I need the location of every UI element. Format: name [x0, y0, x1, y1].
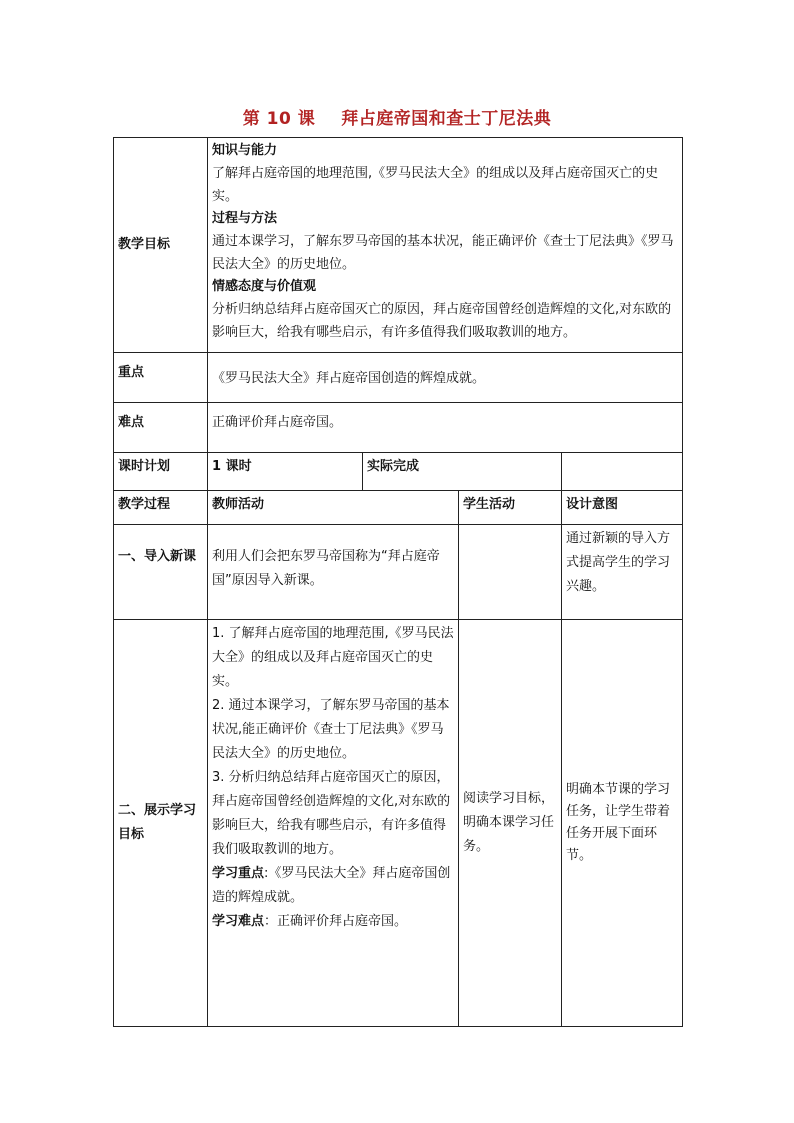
display-diff-text: ：正确评价拜占庭帝国。: [264, 914, 408, 929]
schedule-value: 1 课时: [208, 453, 363, 491]
page-title: [0, 104, 794, 129]
schedule-label: 课时计划: [114, 453, 208, 491]
emotion-title: 情感态度与价值观: [212, 279, 317, 294]
display-key: [212, 862, 454, 910]
lesson-plan-table: [113, 137, 683, 1027]
header-intent: 设计意图: [562, 491, 683, 525]
display-teacher: [208, 620, 459, 1027]
process-header-row: [114, 491, 683, 525]
display-student: 阅读学习目标，明确本课学习任务。: [459, 620, 562, 1027]
difficulty-text: 正确评价拜占庭帝国。: [208, 403, 683, 453]
key-point-row: [114, 353, 683, 403]
header-process: 教学过程: [114, 491, 208, 525]
process-text: 通过本课学习，了解东罗马帝国的基本状况，能正确评价《查士丁尼法典》《罗马民法大全》的历史地位。: [212, 234, 674, 272]
display-goal-2: 2. 通过本课学习，了解东罗马帝国的基本状况,能正确评价《查士丁尼法典》《罗马民法大全》的历史地位。: [212, 698, 450, 761]
knowledge-title: 知识与能力: [212, 143, 278, 158]
intro-row: [114, 525, 683, 620]
actual-label: 实际完成: [363, 453, 562, 491]
display-key-text: :《罗马民法大全》拜占庭帝国创造的辉煌成就。: [212, 866, 451, 905]
schedule-row: [114, 453, 683, 491]
key-point-text: 《罗马民法大全》拜占庭帝国创造的辉煌成就。: [208, 353, 683, 403]
display-goal-3: 3. 分析归纳总结拜占庭帝国灭亡的原因， 拜占庭帝国曾经创造辉煌的文化,对东欧的影响巨大，给我有哪些启示，有许多值得我们吸取教训的地方。: [212, 770, 451, 857]
header-teacher: 教师活动: [208, 491, 459, 525]
display-key-label: 学习重点: [212, 866, 265, 881]
display-diff-label: 学习难点: [212, 914, 265, 929]
difficulty-row: [114, 403, 683, 453]
display-difficulty: [212, 910, 454, 934]
objectives-row: [114, 138, 683, 353]
intro-student: [459, 525, 562, 620]
objectives-content: [208, 138, 683, 353]
lesson-number: 第 10 课: [242, 109, 316, 129]
knowledge-text: 了解拜占庭帝国的地理范围,《罗马民法大全》的组成以及拜占庭帝国灭亡的史实。: [212, 166, 659, 204]
emotion-text: 分析归纳总结拜占庭帝国灭亡的原因，拜占庭帝国曾经创造辉煌的文化,对东欧的影响巨大，给我有哪些启示，有许多值得我们吸取教训的地方。: [212, 302, 672, 340]
objectives-display-row: [114, 620, 683, 1027]
difficulty-label: 难点: [114, 403, 208, 453]
intro-teacher: 利用人们会把东罗马帝国称为“拜占庭帝国”原因导入新课。: [208, 525, 459, 620]
key-point-label: 重点: [114, 353, 208, 403]
intro-intent: 通过新颖的导入方式提高学生的学习兴趣。: [562, 525, 683, 620]
actual-value: [562, 453, 683, 491]
display-goal-1: 1. 了解拜占庭帝国的地理范围,《罗马民法大全》的组成以及拜占庭帝国灭亡的史实。: [212, 626, 454, 689]
display-stage: 二、展示学习目标: [114, 620, 208, 1027]
lesson-name: 拜占庭帝国和查士丁尼法典: [341, 109, 552, 129]
process-title: 过程与方法: [212, 211, 278, 226]
intro-stage: 一、导入新课: [114, 525, 208, 620]
display-intent: 明确本节课的学习任务，让学生带着任务开展下面环节。: [562, 620, 683, 1027]
objectives-label: 教学目标: [114, 138, 208, 353]
header-student: 学生活动: [459, 491, 562, 525]
